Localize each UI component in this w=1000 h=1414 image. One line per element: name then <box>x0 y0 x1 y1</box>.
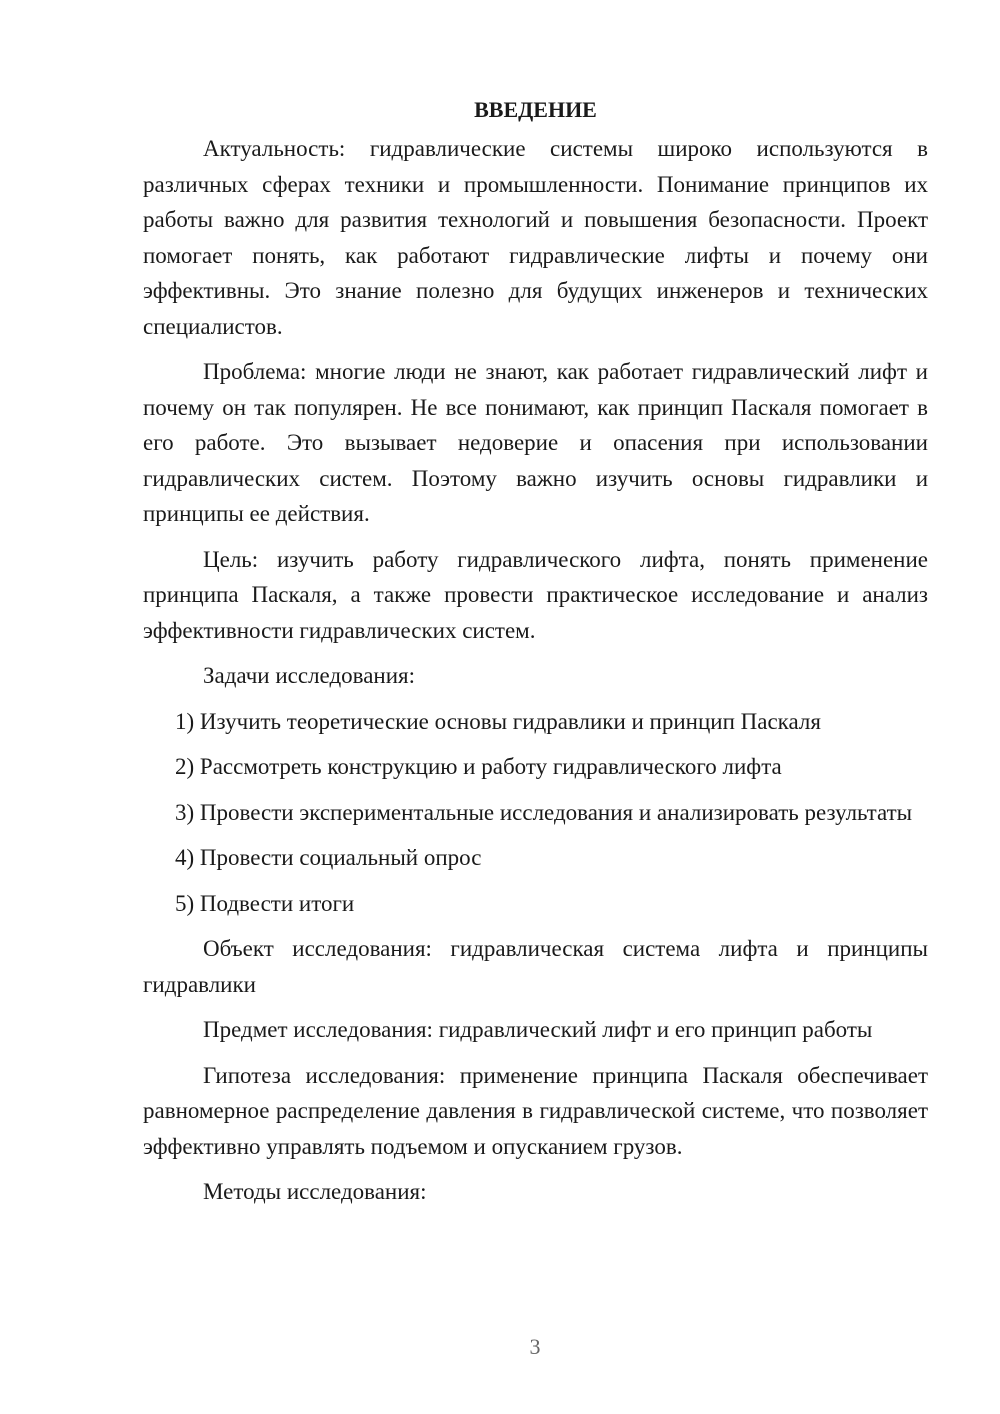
tasks-heading: Задачи исследования: <box>203 663 416 688</box>
object-paragraph: Объект исследования: гидравлическая система лифта и принципы гидравлики <box>143 936 928 997</box>
page-content <box>143 92 928 1220</box>
subject-paragraph: Предмет исследования: гидравлический лифт и его принцип работы <box>203 1017 873 1042</box>
methods-heading: Методы исследования: <box>203 1179 427 1204</box>
task-item-2: 2) Рассмотреть конструкцию и работу гидравлического лифта <box>175 754 782 779</box>
problem-paragraph: Проблема: многие люди не знают, как работает гидравлический лифт и почему он так популярен. Не все понимают, как принцип Паскаля помогает в его работе. Это вызывает недоверие и опасения при использовании гидравлических систем. Поэтому важно изучить основы гидравлики и принципы ее действия. <box>143 359 928 526</box>
task-item-4: 4) Провести социальный опрос <box>175 845 482 870</box>
task-item-5: 5) Подвести итоги <box>175 890 355 916</box>
goal-paragraph: Цель: изучить работу гидравлического лифта, понять применение принципа Паскаля, а также провести практическое исследование и анализ эффективности гидравлических систем. <box>143 546 928 643</box>
relevance-paragraph: Актуальность: гидравлические системы широко используются в различных сферах техники и промышленности. Понимание принципов их работы важно для развития технологий и повышения безопасности. Проект помогает понять, как работают гидравлические лифты и почему они эффективны. Это знание полезно для будущих инженеров и технических специалистов. <box>143 136 928 339</box>
page-number: 3 <box>529 1334 541 1359</box>
task-item-1: 1) Изучить теоретические основы гидравлики и принцип Паскаля <box>175 708 821 734</box>
hypothesis-paragraph: Гипотеза исследования: применение принципа Паскаля обеспечивает равномерное распределение давления в гидравлической системе, что позволяет эффективно управлять подъемом и опусканием грузов. <box>143 1062 928 1159</box>
task-item-3: 3) Провести экспериментальные исследования и анализировать результаты <box>175 799 913 825</box>
section-title: ВВЕДЕНИЕ <box>474 97 597 122</box>
